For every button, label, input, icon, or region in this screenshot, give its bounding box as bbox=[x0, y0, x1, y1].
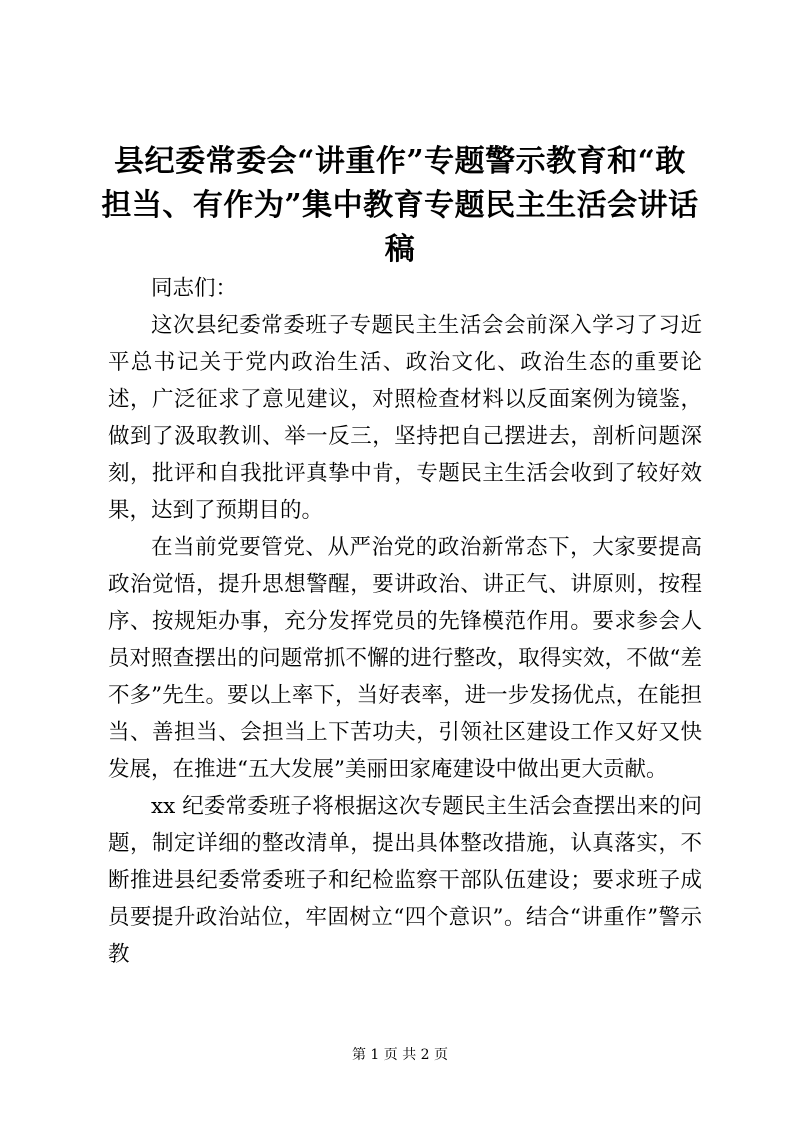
page-number: 第 1 页 共 2 页 bbox=[351, 1047, 449, 1063]
document-body bbox=[108, 270, 702, 973]
greeting: 同志们： bbox=[151, 276, 238, 301]
document-title: 县纪委常委会“讲重作”专题警示教育和“敢担当、有作为”集中教育专题民主生活会讲话稿 bbox=[101, 144, 699, 267]
paragraph-1: 这次县纪委常委班子专题民主生活会会前深入学习了习近平总书记关于党内政治生活、政治文化、政治生态的重要论述，广泛征求了意见建议，对照检查材料以反面案例为镜鉴，做到了汲取教训、举一反三，坚持把自己摆进去，剖析问题深刻，批评和自我批评真挚中肯，专题民主生活会收到了较好效果，达到了预期目的。 bbox=[108, 313, 702, 523]
page-footer bbox=[0, 1046, 800, 1064]
paragraph-3: xx 纪委常委班子将根据这次专题民主生活会查摆出来的问题，制定详细的整改清单，提出具体整改措施，认真落实，不断推进县纪委常委班子和纪检监察干部队伍建设；要求班子成员要提升政治站位，牢固树立“四个意识”。结合“讲重作”警示教 bbox=[108, 794, 702, 967]
paragraph-2: 在当前党要管党、从严治党的政治新常态下，大家要提高政治觉悟，提升思想警醒，要讲政治、讲正气、讲原则，按程序、按规矩办事，充分发挥党员的先锋模范作用。要求参会人员对照查摆出的问题常抓不懈的进行整改，取得实效，不做“差不多”先生。要以上率下，当好表率，进一步发扬优点，在能担当、善担当、会担当上下苦功夫，引领社区建设工作又好又快发展，在推进“五大发展”美丽田家庵建设中做出更大贡献。 bbox=[108, 535, 702, 782]
